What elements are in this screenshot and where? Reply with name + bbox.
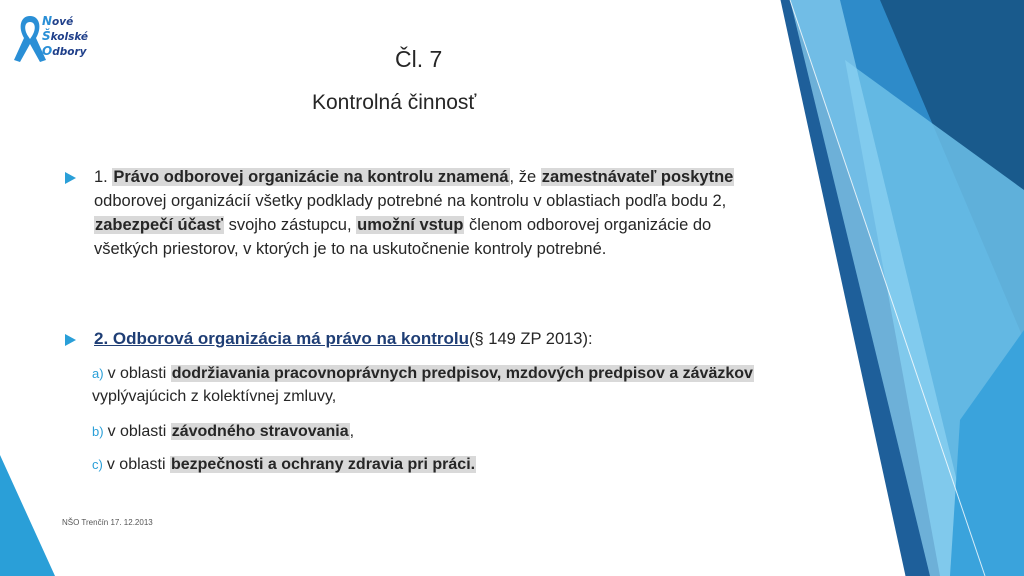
list-marker: b) <box>92 424 104 439</box>
highlight-allows-entry: umožní vstup <box>357 216 464 234</box>
highlight-catering: závodného stravovania <box>171 423 349 440</box>
paragraph-number: 1. <box>94 168 113 186</box>
list-item-c <box>92 453 782 476</box>
bullet-arrow-icon <box>65 172 76 184</box>
highlight-right-to-control: Právo odborovej organizácie na kontrolu znamená <box>113 168 509 186</box>
list-item-b <box>92 420 782 443</box>
logo-letter: Š <box>42 29 51 43</box>
highlight-labor-law: dodržiavania pracovnoprávnych predpisov, mzdových predpisov a záväzkov <box>171 365 753 382</box>
logo-letter: O <box>42 44 53 58</box>
paragraph-1 <box>94 165 774 261</box>
logo-word: ové <box>52 16 74 28</box>
highlight-ensures-participation: zabezpečí účasť <box>95 216 224 234</box>
text-fragment: v oblasti <box>107 365 171 382</box>
right-to-control-heading: 2. Odborová organizácia má právo na kontrolu <box>94 329 470 348</box>
list-marker: a) <box>92 366 104 381</box>
text-fragment: odborovej organizácií všetky podklady potrebné na kontrolu v oblastiach podľa bodu 2, <box>94 192 727 210</box>
bullet-arrow-icon <box>65 334 76 346</box>
text-fragment: svojho zástupcu, <box>224 216 357 234</box>
list-marker: c) <box>92 457 103 472</box>
text-fragment: v oblasti <box>106 456 170 473</box>
logo-word: dbory <box>52 46 87 58</box>
logo-text <box>42 14 88 59</box>
text-fragment: vyplývajúcich z kolektívnej zmluvy, <box>92 388 337 405</box>
list-item-a <box>92 362 782 408</box>
text-fragment: v oblasti <box>107 423 171 440</box>
text-fragment: členom odborovej organizácie do všetkých priestorov, v ktorých je to na uskutočnenie kontroly potrebné. <box>94 216 712 258</box>
highlight-safety: bezpečnosti a ochrany zdravia pri práci. <box>170 456 476 473</box>
legal-reference: (§ 149 ZP 2013): <box>469 330 593 348</box>
logo <box>10 10 120 70</box>
footer-text: NŠO Trenčín 17. 12.2013 <box>62 518 153 527</box>
logo-letter: N <box>42 14 53 28</box>
logo-word: kolské <box>50 31 89 43</box>
text-fragment: , že <box>509 168 541 186</box>
article-title: Kontrolná činnosť <box>312 91 477 114</box>
paragraph-2-heading <box>94 327 774 351</box>
highlight-employer-provides: zamestnávateľ poskytne <box>541 168 734 186</box>
article-number: Čl. 7 <box>395 46 443 72</box>
text-fragment: , <box>349 423 355 440</box>
